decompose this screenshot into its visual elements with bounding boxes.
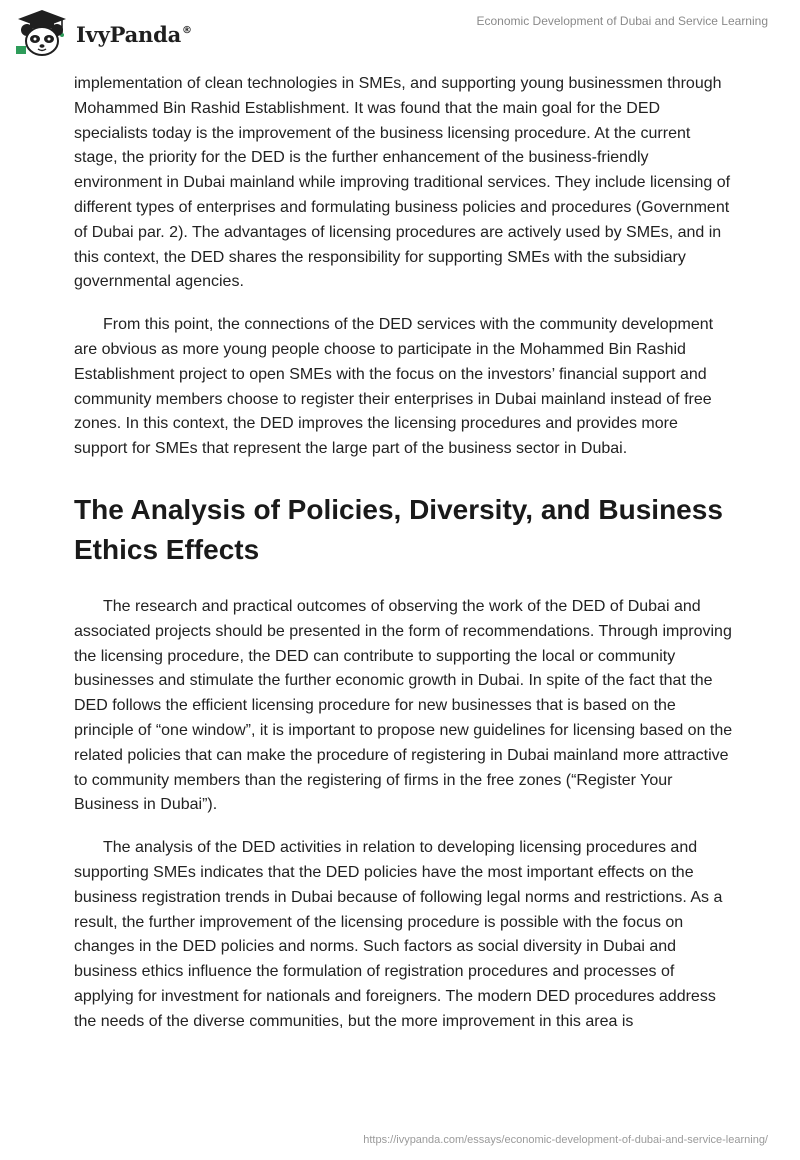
paragraph: implementation of clean technologies in SMEs, and supporting young businessmen through Mohammed Bin Rashid Establishment. It was found that the main goal for the DED specialists today is the improvement of the business licensing procedure. At the current stage, the priority for the DED is the further enhancement of the business-friendly environment in Dubai mainland while improving traditional services. They include licensing of different types of enterprises and formulating business policies and procedures (Government of Dubai par. 2). The advantages of licensing procedures are actively used by SMEs, and in this context, the DED shares the responsibility for supporting SMEs with the subsidiary governmental agencies.: [74, 75, 731, 291]
running-title: Economic Development of Dubai and Service Learning: [476, 14, 768, 28]
section-heading: The Analysis of Policies, Diversity, and Business Ethics Effects: [74, 493, 723, 565]
paragraph: The research and practical outcomes of observing the work of the DED of Dubai and associated projects should be presented in the form of recommendations. Through improving the licensing procedure, the DED can contribute to supporting the local or community businesses and stimulate the further economic growth in Dubai. In spite of the fact that the DED follows the efficient licensing procedure for new businesses that is based on the principle of “one window”, it is important to propose new guidelines for licensing based on the related policies that can make the procedure of registering in Dubai mainland more attractive to community members than the registering of firms in the free zones (“Register Your Business in Dubai”).: [74, 597, 733, 814]
source-url[interactable]: https://ivypanda.com/essays/economic-development-of-dubai-and-service-learning/: [363, 1134, 768, 1146]
panda-graduate-icon: [14, 8, 70, 58]
ivypanda-logo[interactable]: [14, 8, 192, 58]
logo-text: IvyPanda®: [76, 21, 192, 47]
page-header: [0, 0, 800, 70]
paragraph: The analysis of the DED activities in relation to developing licensing procedures and supporting SMEs indicates that the DED policies have the most important effects on the business registration trends in Dubai because of following legal norms and restrictions. As a result, the further improvement of the licensing procedure is possible with the focus on changes in the DED policies and norms. Such factors as social diversity in Dubai and business ethics influence the formulation of registration procedures and processes of applying for investment for nationals and foreigners. The modern DED procedures address the needs of the diverse communities, but the more improvement in this area is: [74, 839, 723, 1030]
essay-content: [74, 72, 734, 1053]
registered-mark: ®: [182, 24, 192, 36]
paragraph: From this point, the connections of the DED services with the community development are obvious as more young people choose to participate in the Mohammed Bin Rashid Establishment project to open SMEs with the focus on the investors’ financial support and community members choose to register their enterprises in Dubai mainland instead of free zones. In this context, the DED improves the licensing procedures and provides more support for SMEs that represent the large part of the business sector in Dubai.: [74, 316, 714, 458]
